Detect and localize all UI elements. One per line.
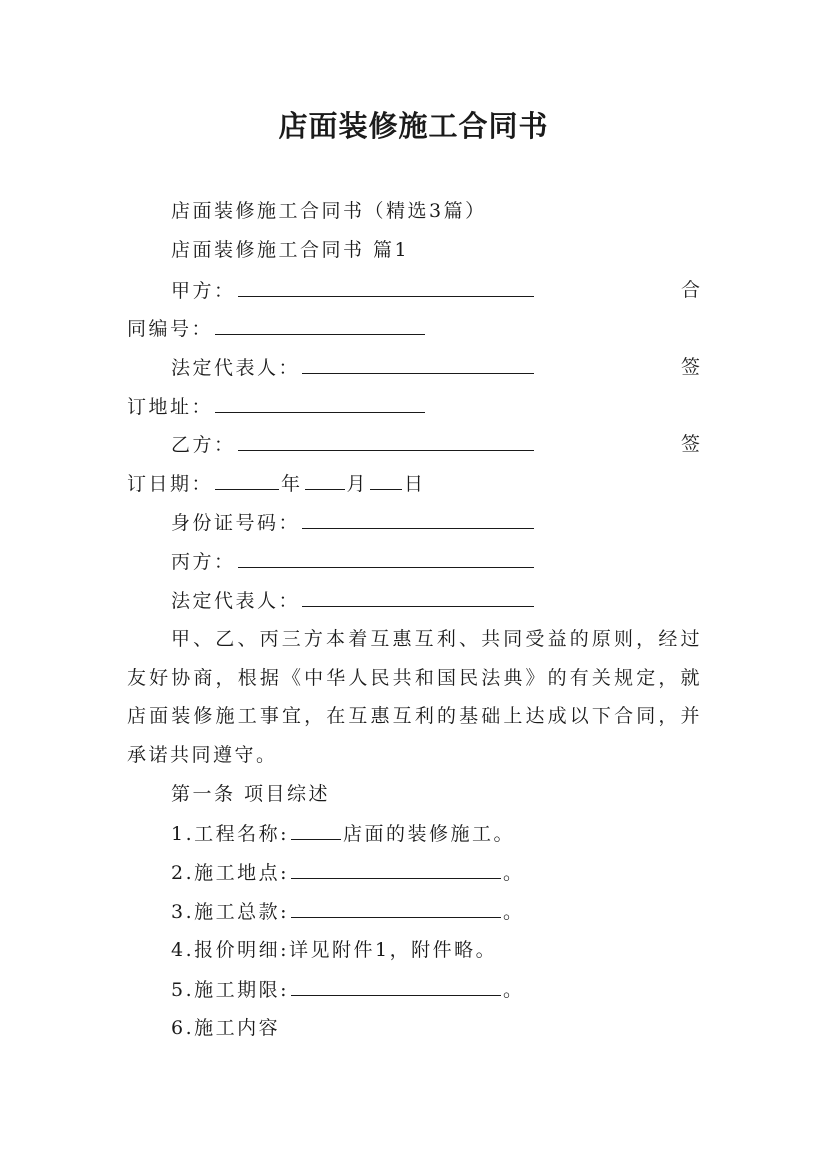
party-b-line — [171, 430, 536, 459]
item-3-blank — [291, 897, 501, 918]
document-title: 店面装修施工合同书 — [278, 109, 549, 143]
section-heading: 店面装修施工合同书 篇1 — [171, 239, 410, 261]
item-5-prefix: 5.施工期限: — [171, 979, 290, 1001]
month-label: 月 — [346, 473, 369, 495]
item-6: 6.施工内容 — [171, 1017, 281, 1039]
item-5 — [171, 975, 525, 1004]
item-1-suffix: 店面的装修施工。 — [343, 823, 516, 845]
sign-place-label: 订地址： — [127, 396, 214, 418]
item-2-suffix: 。 — [503, 862, 525, 884]
party-a-blank — [238, 276, 534, 297]
item-2-blank — [291, 858, 501, 879]
sign-place-blank — [215, 392, 425, 413]
legal-rep-label-2: 法定代表人： — [171, 590, 301, 612]
sign-date-label-start: 签 — [681, 433, 701, 455]
party-c-label: 丙方： — [171, 551, 236, 573]
legal-rep-line — [171, 353, 536, 382]
sign-date-line — [127, 469, 426, 498]
item-5-blank — [291, 975, 501, 996]
legal-rep-label: 法定代表人： — [171, 357, 301, 379]
legal-rep-blank-2 — [302, 586, 534, 607]
item-4: 4.报价明细:详见附件1，附件略。 — [171, 939, 498, 961]
item-3 — [171, 897, 525, 926]
legal-rep-line-2 — [171, 586, 536, 615]
party-c-line — [171, 547, 536, 576]
party-b-label: 乙方： — [171, 434, 236, 456]
party-a-line — [171, 276, 536, 305]
contract-no-blank — [215, 314, 425, 335]
sign-place-label-start: 签 — [681, 356, 701, 378]
document-subtitle: 店面装修施工合同书（精选3篇） — [171, 200, 487, 222]
intro-paragraph: 甲、乙、丙三方本着互惠互利、共同受益的原则，经过友好协商，根据《中华人民共和国民法典》的有关规定，就店面装修施工事宜，在互惠互利的基础上达成以下合同，并承诺共同遵守。 — [127, 628, 702, 766]
party-c-blank — [238, 547, 534, 568]
month-blank — [305, 469, 345, 490]
id-number-line — [171, 508, 536, 537]
item-3-prefix: 3.施工总款: — [171, 901, 290, 923]
article-1-heading: 第一条 项目综述 — [171, 783, 331, 805]
item-1 — [171, 819, 515, 848]
contract-no-line — [127, 314, 427, 343]
party-a-label: 甲方： — [171, 280, 236, 302]
party-b-blank — [238, 430, 534, 451]
legal-rep-blank — [302, 353, 534, 374]
year-label: 年 — [281, 473, 303, 495]
item-1-blank — [291, 819, 341, 840]
contract-no-label-start: 合 — [681, 279, 701, 301]
item-3-suffix: 。 — [503, 901, 525, 923]
sign-place-line — [127, 392, 427, 421]
day-label: 日 — [404, 473, 426, 495]
year-blank — [215, 469, 279, 490]
day-blank — [370, 469, 402, 490]
item-2 — [171, 858, 525, 887]
item-1-prefix: 1.工程名称: — [171, 823, 290, 845]
item-5-suffix: 。 — [503, 979, 525, 1001]
id-number-blank — [302, 508, 534, 529]
item-2-prefix: 2.施工地点: — [171, 862, 290, 884]
contract-no-label: 同编号： — [127, 318, 214, 340]
sign-date-label: 订日期： — [127, 473, 214, 495]
id-number-label: 身份证号码： — [171, 512, 301, 534]
